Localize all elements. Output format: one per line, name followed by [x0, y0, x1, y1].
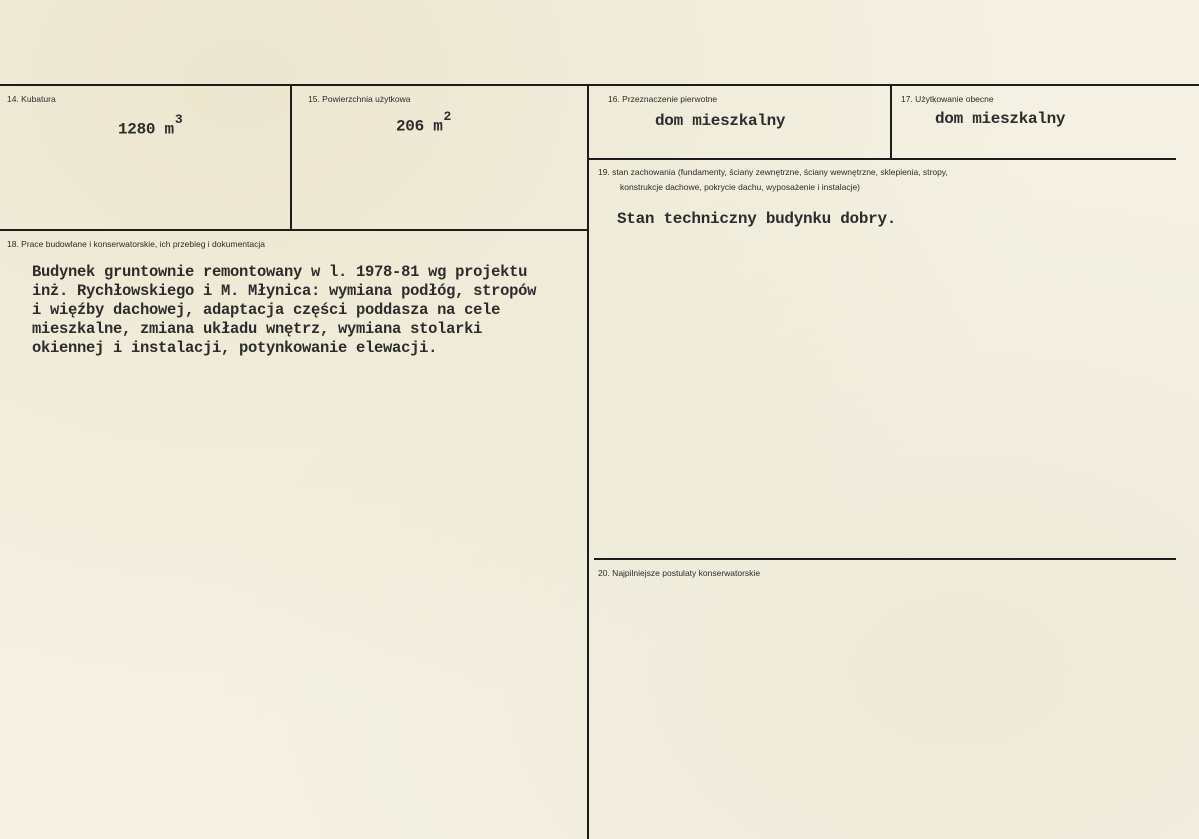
col-divider-14-15: [290, 85, 292, 231]
field-18-text: [32, 263, 536, 358]
field-18-line: inż. Rychłowskiego i M. Młynica: wymiana podłóg, stropów: [32, 282, 537, 300]
row2-divider-right: [594, 558, 1176, 560]
field-15-superscript: 2: [443, 109, 452, 124]
field-14-label: 14. Kubatura: [7, 94, 56, 104]
row1-divider-left: [0, 229, 588, 231]
field-18-line: i więźby dachowej, adaptacja części poddasza na cele: [32, 301, 501, 319]
top-rule: [0, 84, 1199, 86]
field-19-value: Stan techniczny budynku dobry.: [617, 210, 897, 228]
field-15-value: [396, 109, 452, 136]
field-14-superscript: 3: [174, 112, 183, 127]
field-18-label: 18. Prace budowlane i konserwatorskie, ich przebieg i dokumentacja: [7, 239, 265, 249]
field-20-label: 20. Najpilniejsze postulaty konserwatorskie: [598, 568, 761, 578]
col-divider-main: [587, 85, 589, 839]
field-18-line: Budynek gruntownie remontowany w l. 1978-81 wg projektu: [32, 263, 528, 281]
field-15-number: 206 m: [396, 117, 443, 136]
field-16-label: 16. Przeznaczenie pierwotne: [608, 94, 718, 104]
field-16-value: dom mieszkalny: [655, 112, 786, 130]
field-14-value: [118, 112, 183, 139]
field-19-label-line1: 19. stan zachowania (fundamenty, ściany zewnętrzne, ściany wewnętrzne, sklepienia, stropy,: [598, 167, 948, 177]
field-17-label: 17. Użytkowanie obecne: [901, 94, 994, 104]
row1-divider-right: [588, 158, 1176, 160]
field-14-number: 1280 m: [118, 120, 174, 139]
col-divider-16-17: [890, 85, 892, 160]
field-18-line: mieszkalne, zmiana układu wnętrz, wymiana stolarki: [32, 320, 483, 338]
field-18-line: okiennej i instalacji, potynkowanie elewacji.: [32, 339, 438, 357]
field-19-label-line2: konstrukcje dachowe, pokrycie dachu, wyposażenie i instalacje): [620, 182, 861, 192]
field-17-value: dom mieszkalny: [935, 110, 1066, 128]
field-15-label: 15. Powierzchnia użytkowa: [308, 94, 411, 104]
